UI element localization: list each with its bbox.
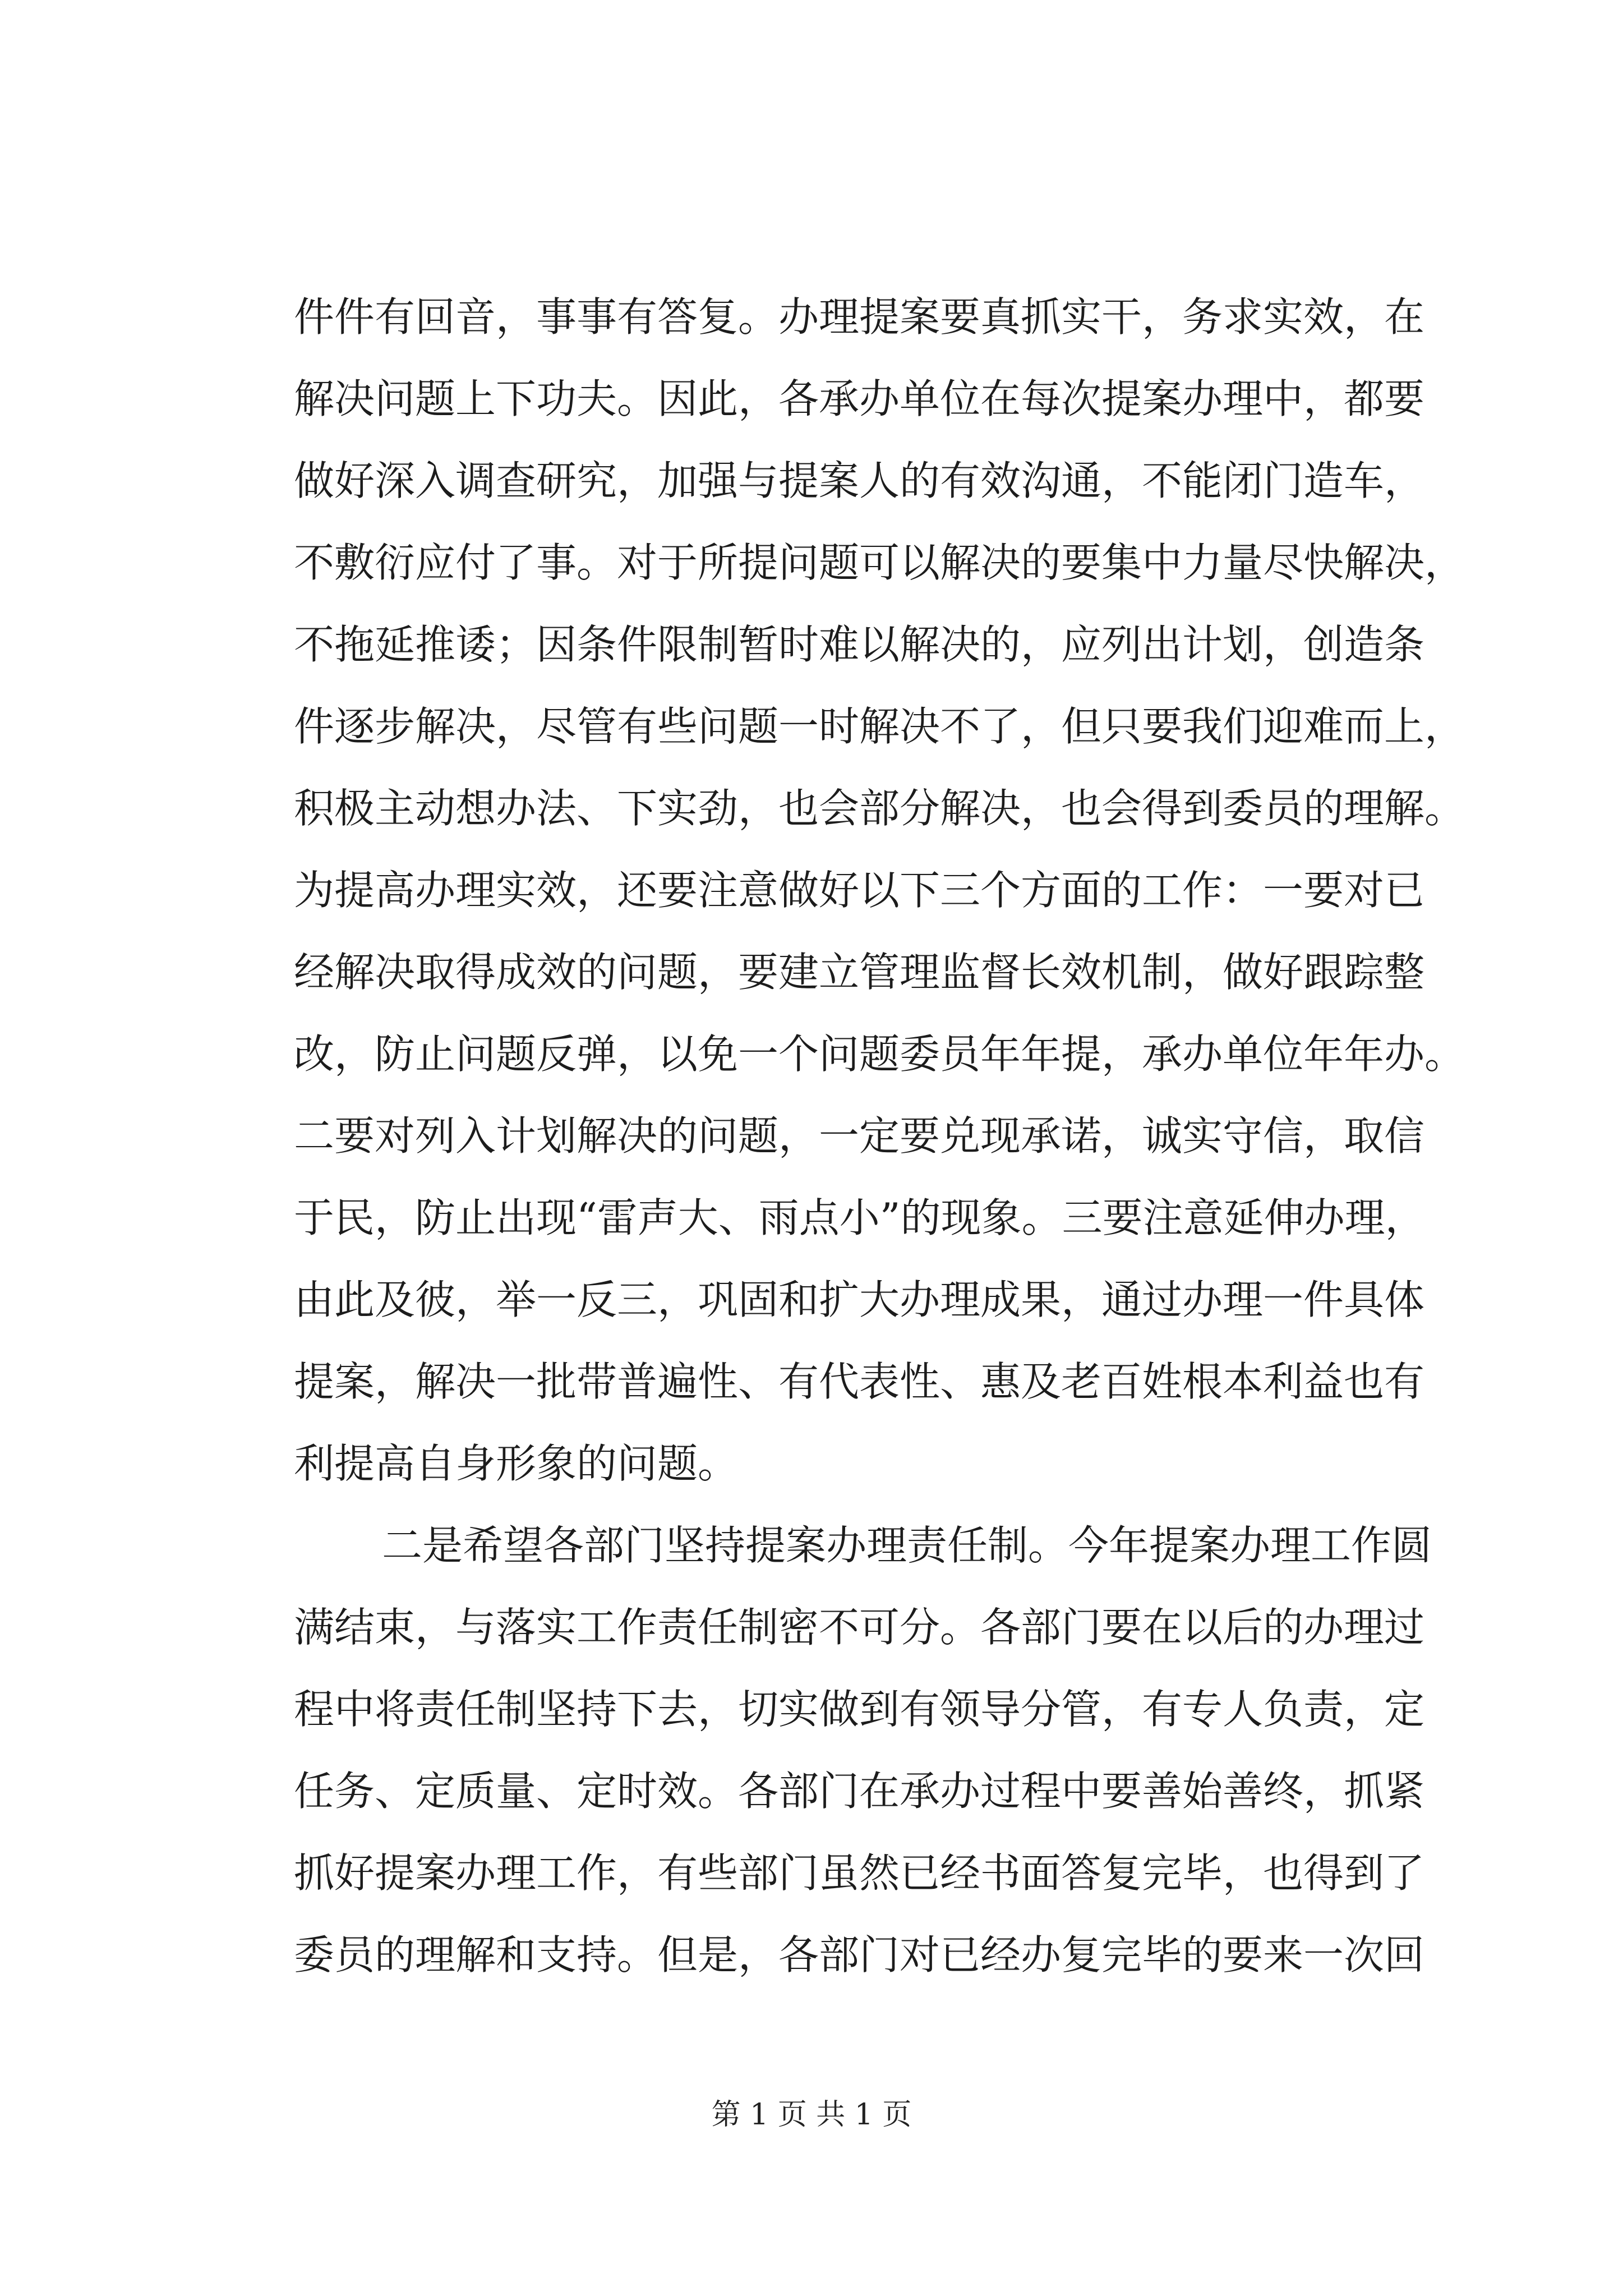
- text-line: 二要对列入计划解决的问题，一定要兑现承诺，诚实守信，取信: [294, 1112, 1425, 1159]
- text-line: 件件有回音，事事有答复。办理提案要真抓实干，务求实效，在: [294, 293, 1425, 341]
- text-line: 抓好提案办理工作，有些部门虽然已经书面答复完毕，也得到了: [294, 1849, 1425, 1897]
- text-line: 利提高自身形象的问题。: [294, 1440, 739, 1487]
- text-line: 积极主动想办法、下实劲，也会部分解决，也会得到委员的理解。: [294, 785, 1465, 832]
- text-line: 经解决取得成效的问题，要建立管理监督长效机制，做好跟踪整: [294, 949, 1425, 996]
- page-number-label: 第 1 页 共 1 页: [711, 2098, 912, 2132]
- text-line: 由此及彼，举一反三，巩固和扩大办理成果，通过办理一件具体: [294, 1276, 1425, 1323]
- text-line: 不拖延推诿；因条件限制暂时难以解决的，应列出计划，创造条: [294, 621, 1425, 668]
- paragraph-first-line: 二是希望各部门坚持提案办理责任制。今年提案办理工作圆: [382, 1522, 1432, 1569]
- text-line: 程中将责任制坚持下去，切实做到有领导分管，有专人负责，定: [294, 1686, 1425, 1733]
- text-line: 改，防止问题反弹，以免一个问题委员年年提，承办单位年年办。: [294, 1030, 1465, 1078]
- text-line: 于民，防止出现“雷声大、雨点小”的现象。三要注意延伸办理，: [294, 1194, 1426, 1241]
- text-line: 做好深入调查研究，加强与提案人的有效沟通，不能闭门造车，: [294, 457, 1425, 504]
- text-line: 满结束，与落实工作责任制密不可分。各部门要在以后的办理过: [294, 1604, 1425, 1651]
- text-line: 提案，解决一批带普遍性、有代表性、惠及老百姓根本利益也有: [294, 1358, 1425, 1405]
- text-line: 委员的理解和支持。但是，各部门对已经办复完毕的要来一次回: [294, 1931, 1425, 1978]
- text-line: 件逐步解决，尽管有些问题一时解决不了，但只要我们迎难而上，: [294, 703, 1465, 750]
- page-number-footer: [0, 2095, 1623, 2134]
- text-line: 不敷衍应付了事。对于所提问题可以解决的要集中力量尽快解决，: [294, 539, 1465, 586]
- text-line: 为提高办理实效，还要注意做好以下三个方面的工作：一要对已: [294, 867, 1425, 914]
- text-line: 解决问题上下功夫。因此，各承办单位在每次提案办理中，都要: [294, 375, 1425, 422]
- text-line: 任务、定质量、定时效。各部门在承办过程中要善始善终，抓紧: [294, 1768, 1425, 1815]
